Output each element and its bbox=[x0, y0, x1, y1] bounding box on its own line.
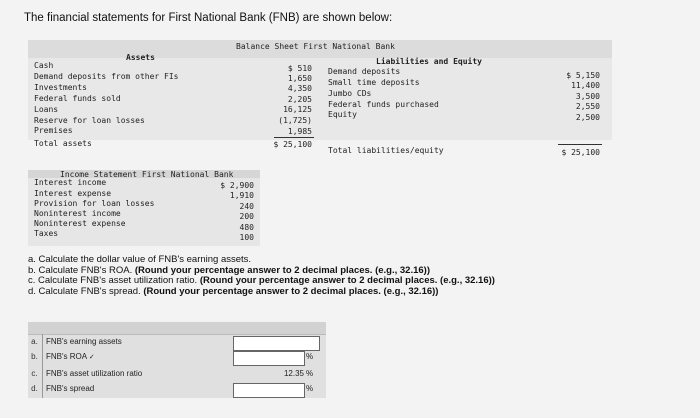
income-item-value: $ 2,900 bbox=[220, 181, 254, 190]
liability-label: Demand deposits bbox=[328, 67, 401, 76]
answer-table-header bbox=[28, 322, 326, 335]
total-assets-label: Total assets bbox=[34, 139, 92, 148]
total-liabilities-label: Total liabilities/equity bbox=[328, 146, 444, 155]
roa-input[interactable] bbox=[233, 351, 305, 366]
income-item-label: Taxes bbox=[34, 229, 59, 238]
earning-assets-input[interactable] bbox=[233, 336, 320, 351]
asset-value: $ 510 bbox=[287, 64, 312, 73]
liability-value: 2,550 bbox=[575, 102, 600, 111]
row-label bbox=[46, 352, 95, 361]
asset-label: Cash bbox=[34, 61, 54, 70]
total-liabilities-value: $ 25,100 bbox=[561, 148, 600, 157]
asset-value: 2,205 bbox=[287, 95, 312, 104]
row-letter: d. bbox=[31, 384, 38, 393]
row-letter: c. bbox=[31, 369, 38, 378]
liability-value: $ 5,150 bbox=[566, 71, 600, 80]
liability-value: 2,500 bbox=[575, 113, 600, 122]
spread-input[interactable] bbox=[233, 383, 305, 398]
asset-label: Loans bbox=[34, 105, 59, 114]
income-item-value: 100 bbox=[239, 233, 254, 242]
balance-sheet-title: Balance Sheet First National Bank bbox=[236, 42, 395, 51]
income-item-value: 480 bbox=[239, 223, 254, 232]
income-item-value: 200 bbox=[239, 212, 254, 221]
liability-value: 3,500 bbox=[575, 92, 600, 101]
question-c-text: c. Calculate FNB's asset utilization ratio. bbox=[28, 275, 200, 287]
answer-row-d bbox=[28, 382, 326, 397]
question-a: a. Calculate the dollar value of FNB's earning assets. bbox=[28, 254, 252, 265]
total-assets-value: $ 25,100 bbox=[273, 140, 312, 149]
income-item-label: Interest expense bbox=[34, 189, 112, 198]
asset-value: 16,125 bbox=[283, 105, 312, 114]
percent-sign: % bbox=[306, 384, 314, 393]
asset-utilization-value[interactable]: 12.35 bbox=[283, 369, 304, 378]
answer-row-b bbox=[28, 350, 326, 365]
balance-sheet-total-band bbox=[28, 140, 612, 162]
asset-value: 1,650 bbox=[287, 74, 312, 83]
asset-value: (1,725) bbox=[278, 116, 312, 125]
income-statement-title: Income Statement First National Bank bbox=[60, 170, 234, 179]
question-list bbox=[28, 255, 495, 297]
percent-sign: % bbox=[306, 369, 314, 378]
income-statement bbox=[28, 170, 260, 246]
income-item-value: 240 bbox=[239, 202, 254, 211]
question-b-note: (Round your percentage answer to 2 decimal places. (e.g., 32.16)) bbox=[134, 264, 430, 276]
question-b-text: b. Calculate FNB's ROA. bbox=[28, 264, 135, 276]
answer-row-c bbox=[28, 367, 326, 382]
row-letter: a. bbox=[31, 337, 38, 346]
question-c-note: (Round your percentage answer to 2 decimal places. (e.g., 32.16)) bbox=[199, 275, 495, 287]
subtotal-rule bbox=[558, 144, 602, 145]
check-icon: ✓ bbox=[88, 354, 95, 361]
question-d-text: d. Calculate FNB's spread. bbox=[28, 285, 144, 297]
row-label: FNB's earning assets bbox=[46, 337, 122, 346]
liabilities-heading: Liabilities and Equity bbox=[376, 57, 482, 66]
subtotal-rule bbox=[274, 137, 314, 138]
income-item-value: 1,910 bbox=[229, 191, 254, 200]
row-label: FNB's spread bbox=[46, 384, 95, 393]
question-d bbox=[28, 287, 495, 298]
asset-label: Federal funds sold bbox=[34, 94, 121, 103]
asset-label: Investments bbox=[34, 83, 87, 92]
asset-label: Premises bbox=[34, 126, 73, 135]
answer-table bbox=[28, 322, 326, 398]
liability-value: 11,400 bbox=[571, 81, 600, 90]
row-label: FNB's asset utilization ratio bbox=[46, 369, 143, 378]
answer-row-a bbox=[28, 335, 326, 350]
asset-value: 1,985 bbox=[287, 127, 312, 136]
row-label-text: FNB's ROA bbox=[46, 352, 87, 361]
liability-label: Equity bbox=[328, 110, 357, 119]
asset-label: Reserve for loan losses bbox=[34, 116, 145, 125]
asset-label: Demand deposits from other FIs bbox=[34, 72, 179, 81]
assets-heading: Assets bbox=[126, 53, 155, 62]
liability-label: Federal funds purchased bbox=[328, 100, 439, 109]
income-item-label: Provision for loan losses bbox=[34, 199, 155, 208]
income-item-label: Interest income bbox=[34, 178, 107, 187]
row-letter: b. bbox=[31, 352, 38, 361]
question-d-note: (Round your percentage answer to 2 decimal places. (e.g., 32.16)) bbox=[143, 285, 439, 297]
asset-value: 4,350 bbox=[287, 84, 312, 93]
liability-label: Jumbo CDs bbox=[328, 89, 372, 98]
liability-label: Small time deposits bbox=[328, 78, 420, 87]
percent-sign: % bbox=[306, 352, 314, 361]
intro-text: The financial statements for First National Bank (FNB) are shown below: bbox=[24, 12, 393, 24]
income-item-label: Noninterest income bbox=[34, 209, 121, 218]
balance-sheet bbox=[28, 40, 612, 162]
income-item-label: Noninterest expense bbox=[34, 219, 126, 228]
